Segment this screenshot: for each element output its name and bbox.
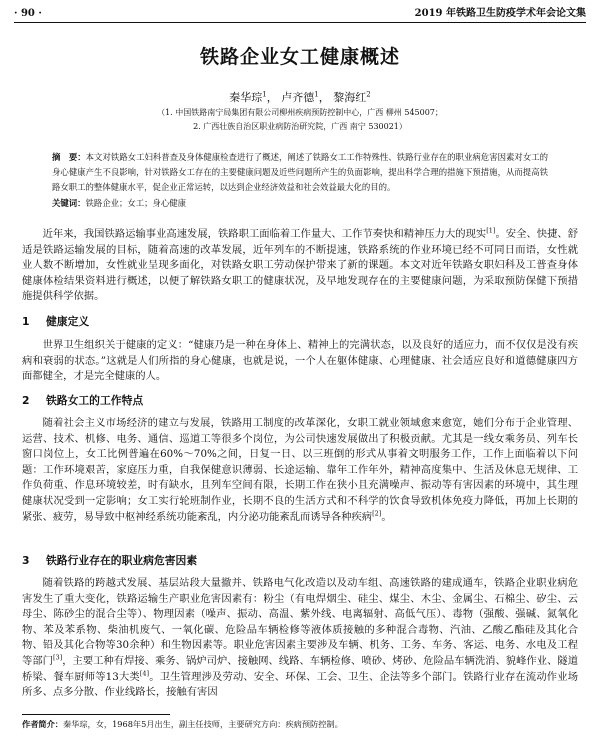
affiliation: （1. 中国铁路南宁局集团有限公司柳州疾病预防控制中心，广西 柳州 545007； [157, 108, 443, 117]
keywords-text: 铁路企业；女工；身心健康 [85, 198, 186, 208]
article-title: 铁路企业女工健康概述 [199, 46, 400, 68]
section-paragraph: 世界卫生组织关于健康的定义：“健康乃是一种在身体上、精神上的完满状态，以及良好的适应力，而不仅仅是没有疾病和衰弱的状态。”这就是人们所指的身心健康，也就是说，一个人在躯体健康、心理健康、社会适应良好和道德健康四方面都健全，才是完全健康的人。 [22, 339, 578, 383]
author-affil-mark: 2 [366, 90, 371, 99]
footnote-rule [22, 714, 170, 715]
section-paragraph: 随着社会主义市场经济的建立与发展，铁路用工制度的改革深化，女职工就业领域愈来愈宽，她们分布于企业管理、运营、技术、机修、电务、通信、巡道工等很多个岗位，为公司快速发展做出了积极贡献。尤其是一线女乘务员、列车长窗口岗位上，女工比例普遍在60%～70%之间，日复一日、以三班倒的形式从事着文明服务工作，工作上面临着以下问题：工作环境艰苦，家庭压力重，自我保健意识薄弱、长途运输、靠年工作年外，精神高度集中、生活及休息无规律、工作负荷重、作息环境较差，时有缺水，且列车空间有限，长期工作在狭小且充满噪声、振动等有害因素的环境中，其生理健康状况受到一定影响；女工实行轮班制作业，长期不良的生活方式和不科学的饮食导致机体免疫力降低，再加上长期的紧张、疲劳，易导致中枢神经系统功能紊乱，内分泌功能紊乱而诱导各种疾病[2]。 [22, 417, 578, 523]
author-affil-mark: 1 [314, 90, 319, 99]
citation-mark: [1] [486, 226, 496, 235]
footnote-label: 作者简介： [22, 719, 63, 729]
author-name: 卢齐德 [281, 91, 315, 104]
running-head [14, 6, 586, 22]
citation-mark: [3] [52, 653, 63, 662]
abstract [52, 150, 548, 195]
section-heading [22, 553, 578, 568]
section-heading [22, 314, 578, 329]
header-rule [14, 22, 586, 23]
section-number: 3 [22, 554, 30, 567]
section-number: 1 [22, 315, 30, 328]
keywords-label: 关键词： [52, 198, 86, 208]
keywords [52, 197, 548, 209]
citation-mark: [2] [372, 509, 382, 518]
author-line: 秦华琮$^1$， 卢齐德$^1$， 黎海红$^2$ [229, 90, 371, 104]
author-affil-mark: 1 [262, 90, 267, 99]
section-paragraph: 随着铁路的跨越式发展、基层站段大量撤并、铁路电气化改造以及动车组、高速铁路的建成通车，铁路企业职业病危害发生了重大变化，铁路运输生产职业危害因素有：粉尘（有电焊烟尘、硅尘、煤尘、木尘、金属尘、石棉尘、矽尘、云母尘、陈砂尘的混合尘等）、物理因素（噪声、振动、高温、紫外线、电离辐射、高低气压）、毒物（强酸、强碱、氮氧化物、苯及苯系物、柴油机废气、一氧化碳、危险品车辆检修等液体质接触的多种混合毒物、汽油、乙酸乙酯硅及其化合物、铅及其化合物等30余种）和生物因素等。职业危害因素主要涉及车辆、机务、工务、车务、客运、电务、水电及工程等部门[3]，主要工种有焊接、乘务、锅炉司炉、接触网、线路、车辆检修、喷砂、烤砂、危险品车辆洗消、貌峰作业、隧道桥梁、餐车厨师等13大类[4]。卫生管理涉及劳动、安全、环保、工会、卫生、企法等多个部门。铁路行业存在流动作业场所多、点多分散、作业线路长，接触有害因 [22, 577, 579, 699]
author-name: 秦华琮 [229, 91, 263, 104]
section-title: 铁路女工的工作特点 [46, 394, 144, 407]
affiliation: 2. 广西壮族自治区职业病防治研究院，广西 南宁 530021） [193, 122, 407, 131]
citation-mark: [4] [139, 669, 150, 678]
footnote [22, 719, 578, 730]
section-number: 2 [22, 394, 30, 407]
section-title: 铁路行业存在的职业病危害因素 [46, 554, 198, 567]
footnote-text: 秦华琮，女，1968年5月出生，副主任技师，主要研究方向：疾病预防控制。 [62, 719, 343, 729]
abstract-label: 摘 要： [52, 152, 86, 162]
journal-title: 2019 年铁路卫生防疫学术年会论文集 [414, 8, 586, 19]
intro-paragraph: 近年来，我国铁路运输事业高速发展，铁路职工面临着工作量大、工作节奏快和精神压力大的现实[1]。安全、快捷、舒适是铁路运输发展的目标，随着高速的改革发展，近年列车的不断提速，铁路系统的作业环境已经不可同日而语，女性就业人数不断增加，女性就业呈现多面化，对铁路女职工劳动保护带来了新的课题。本文对近年铁路女职妇科及工普查身体健康体检结果资料进行概述，以便了解铁路女职工的健康状况，及早地发现存在的主要健康问题，为采取预防保健下预措施提供科学依据。 [22, 226, 579, 303]
section-title: 健康定义 [46, 315, 90, 328]
author-name: 黎海红 [333, 91, 367, 104]
section-heading [22, 393, 578, 408]
abstract-text: 本文对铁路女工妇科普查及身体健康检查进行了概述，阐述了铁路女工工作特殊性、铁路行业存在的职业病危害因素对女工的身心健康产生不良影响，针对铁路女工存在的主要健康问题及近些问题所产生的负面影响，提出科学合理的措施下预措施，从而提高铁路女职工的整体健康水平，促企业正常运转，以达到企业经济效益和社会效益最大化的目的。 [52, 152, 549, 192]
page-number: · 90 · [14, 8, 42, 19]
